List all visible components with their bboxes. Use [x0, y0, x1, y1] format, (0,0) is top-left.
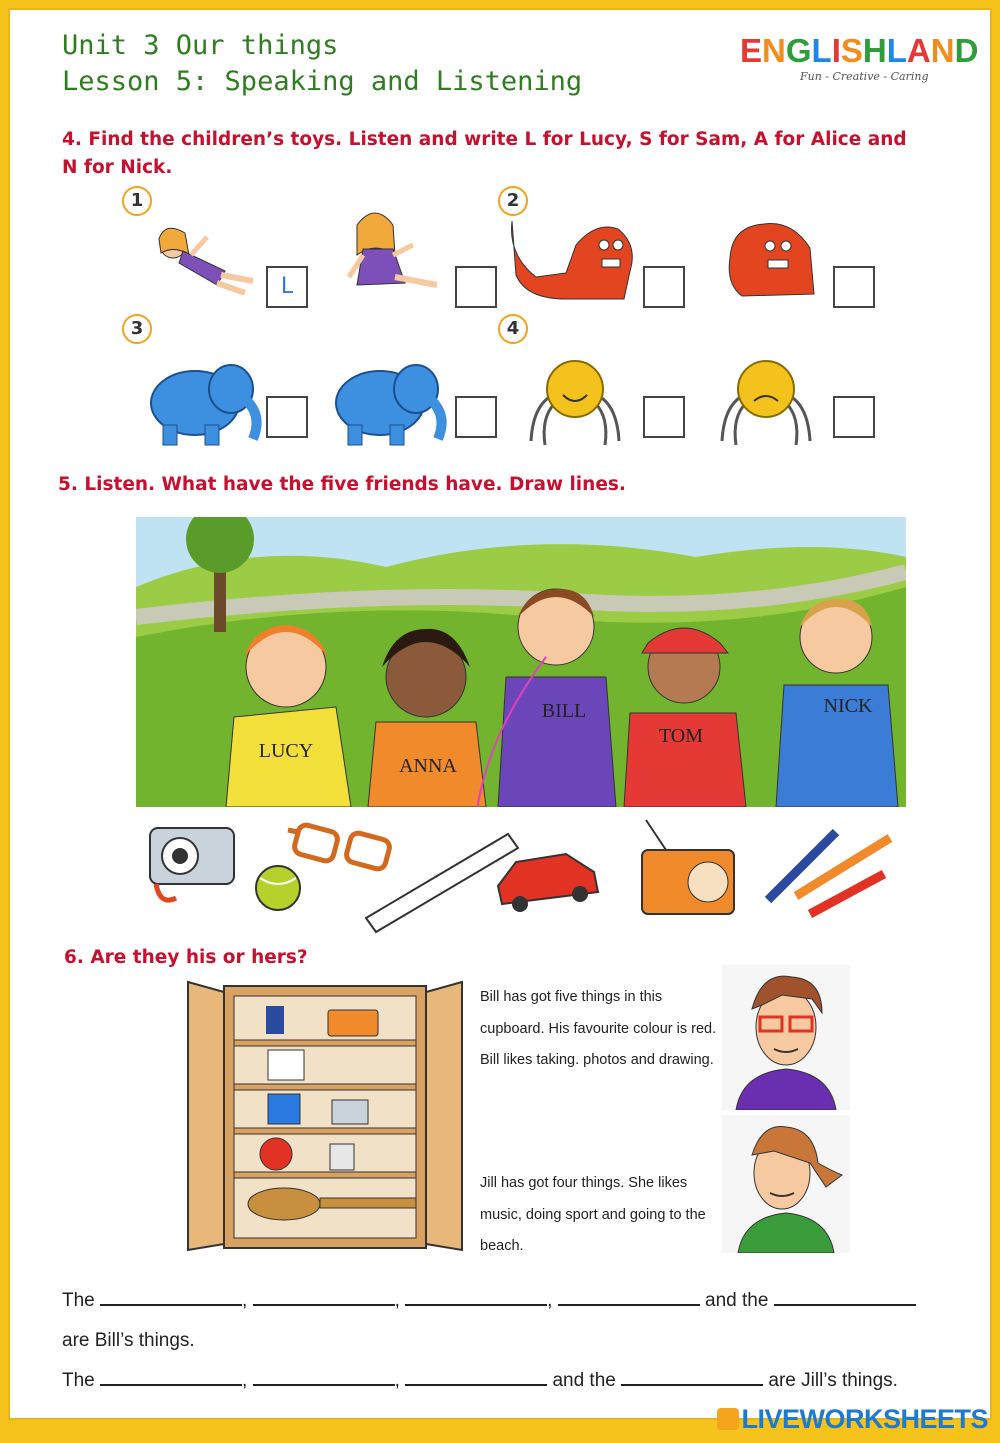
jill-description: Jill has got four things. She likes music, doing sport and going to the beach.: [480, 1175, 706, 1254]
answer-box-5[interactable]: [266, 396, 308, 438]
bill-description: Bill has got five things in this cupboard. His favourite colour is red. Bill likes taking. photos and drawing.: [480, 989, 717, 1068]
brand-text: LIVEWORKSHEETS: [741, 1404, 988, 1434]
sentence-bill-end: are Bill’s things.: [62, 1330, 195, 1351]
logo-letter: L: [886, 32, 907, 69]
shirt-name-lucy: LUCY: [258, 740, 314, 762]
item-number-3: 3: [122, 314, 152, 344]
cupboard-image: [180, 968, 470, 1260]
logo-letter: L: [811, 32, 832, 69]
sentence-text: The: [62, 1370, 95, 1391]
logo-letter: S: [840, 32, 863, 69]
shirt-name-tom: TOM: [658, 725, 704, 747]
camera-icon[interactable]: [150, 828, 234, 900]
blank-field[interactable]: [774, 1288, 916, 1306]
exercise-5-instruction: 5. Listen. What have the five friends have. Draw lines.: [58, 474, 626, 495]
shirt-name-bill: BILL: [541, 700, 587, 722]
blank-field[interactable]: [621, 1368, 763, 1386]
blank-field[interactable]: [253, 1288, 395, 1306]
blank-field[interactable]: [405, 1288, 547, 1306]
spider-icon: [716, 355, 816, 447]
answer-box-7[interactable]: [643, 396, 685, 438]
sentence-bill-line: The , , , and the: [62, 1288, 916, 1312]
pencils-icon[interactable]: [768, 832, 890, 914]
glasses-icon[interactable]: [288, 823, 391, 870]
logo-wordmark: [740, 32, 979, 70]
spider-icon: [525, 355, 625, 447]
liveworksheets-logo-icon: [717, 1408, 739, 1430]
shirt-name-anna: ANNA: [399, 755, 457, 777]
elephant-icon: [330, 355, 450, 447]
items-row: [136, 810, 906, 935]
logo-letter: N: [762, 32, 786, 69]
logo-letter: E: [740, 32, 763, 69]
jill-portrait: [722, 1115, 850, 1253]
item-number-1: 1: [122, 186, 152, 216]
exercise-4-instruction: 4. Find the children’s toys. Listen and write L for Lucy, S for Sam, A for Alice and N for Nick.: [62, 129, 907, 178]
answer-box-1[interactable]: L: [266, 266, 308, 308]
answer-box-6[interactable]: [455, 396, 497, 438]
blank-field[interactable]: [100, 1368, 242, 1386]
blank-field[interactable]: [100, 1288, 242, 1306]
sentence-jill-line: The , , and the are Jill’s things.: [62, 1370, 898, 1391]
doll-icon: [335, 205, 450, 300]
answer-box-8[interactable]: [833, 396, 875, 438]
logo-letter: I: [831, 32, 841, 69]
tennis-ball-icon[interactable]: [256, 866, 300, 910]
sentence-text: and the: [552, 1370, 616, 1391]
logo-letter: H: [862, 32, 887, 69]
answer-box-4[interactable]: [833, 266, 875, 308]
five-friends-scene: [136, 517, 906, 807]
radio-icon[interactable]: [642, 820, 734, 914]
blank-field[interactable]: [558, 1288, 700, 1306]
elephant-icon: [145, 355, 265, 447]
shirt-name-nick: NICK: [823, 695, 873, 717]
exercise-6-instruction: 6. Are they his or hers?: [64, 947, 308, 968]
monster-icon: [722, 218, 822, 304]
worksheet-page: [8, 8, 992, 1420]
logo-letter: G: [785, 32, 812, 69]
toy-car-icon[interactable]: [498, 854, 598, 912]
sentence-text: and the: [705, 1290, 769, 1311]
blank-field[interactable]: [405, 1368, 547, 1386]
sentence-text: are Jill’s things.: [768, 1370, 898, 1391]
answer-box-3[interactable]: [643, 266, 685, 308]
englishland-logo: [740, 32, 979, 83]
bill-portrait: [722, 965, 850, 1110]
answer-box-2[interactable]: [455, 266, 497, 308]
unit-title: Unit 3 Our things: [62, 30, 339, 61]
blank-field[interactable]: [253, 1368, 395, 1386]
item-number-2: 2: [498, 186, 528, 216]
logo-letter: A: [906, 32, 931, 69]
lesson-title: Lesson 5: Speaking and Listening: [62, 66, 583, 97]
doll-icon: [145, 215, 265, 295]
logo-tagline: Fun - Creative - Caring: [800, 70, 929, 83]
monster-icon: [506, 215, 646, 305]
sentence-text: The: [62, 1290, 95, 1311]
liveworksheets-brand[interactable]: [717, 1404, 988, 1435]
logo-letter: D: [954, 32, 979, 69]
item-number-4: 4: [498, 314, 528, 344]
logo-letter: N: [930, 32, 955, 69]
